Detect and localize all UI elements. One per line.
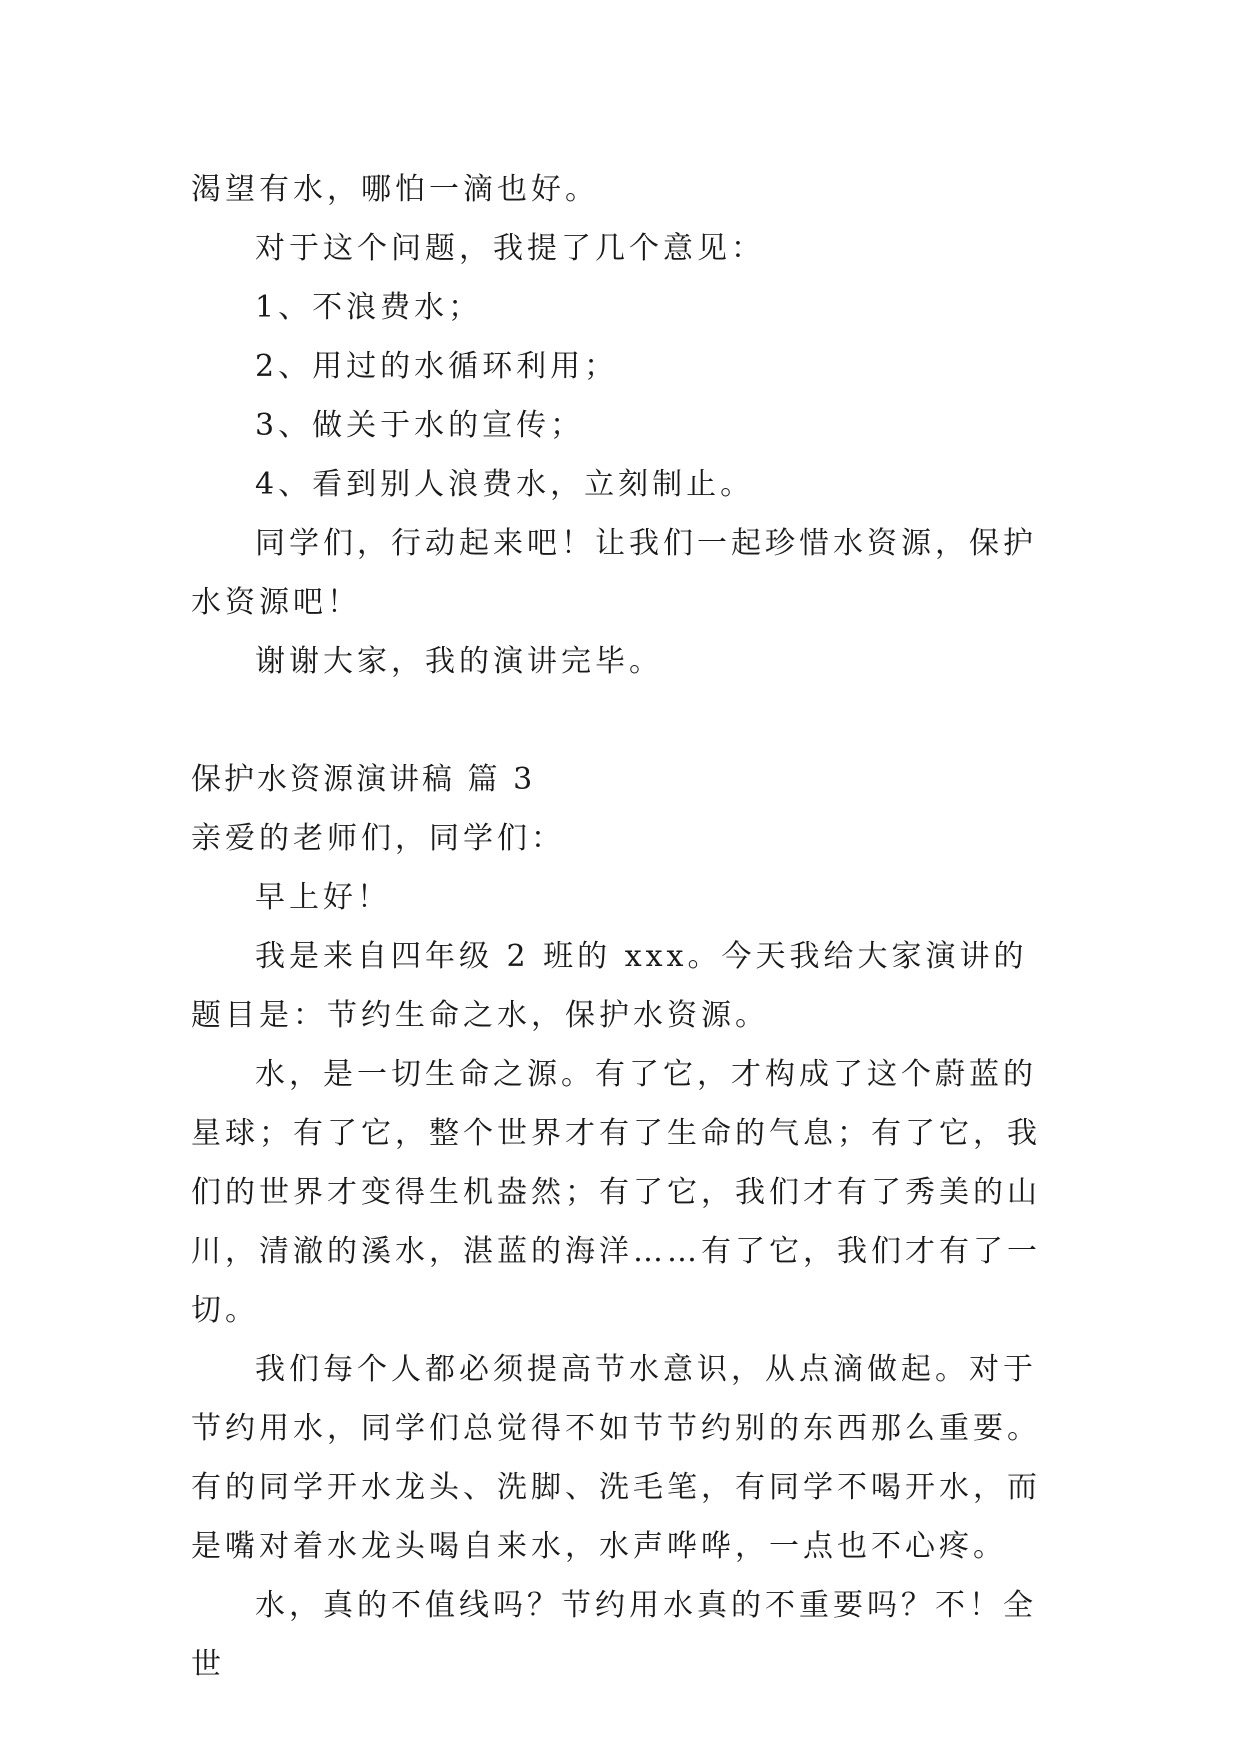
body-paragraph: 早上好！ xyxy=(255,880,391,915)
continued-paragraph: 对于这个问题，我提了几个意见： xyxy=(255,231,765,266)
continued-paragraph: 渴望有水，哪怕一滴也好。 xyxy=(191,172,599,207)
body-paragraph: 我是来自四年级 2 班的 xxx。今天我给大家演讲的题目是：节约生命之水，保护水资源。 xyxy=(191,939,1028,1033)
body-paragraph: 水，是一切生命之源。有了它，才构成了这个蔚蓝的星球；有了它，整个世界才有了生命的气息；有了它，我们的世界才变得生机盎然；有了它，我们才有了秀美的山川，清澈的溪水，湛蓝的海洋……有了它，我们才有了一切。 xyxy=(191,1057,1041,1328)
salutation: 亲爱的老师们，同学们： xyxy=(191,821,565,856)
section-gap xyxy=(191,691,1051,750)
suggestion-item: 2、用过的水循环利用； xyxy=(255,349,619,384)
body-paragraph: 水，真的不值线吗？节约用水真的不重要吗？不！全世 xyxy=(191,1588,1037,1682)
suggestion-item: 1、不浪费水； xyxy=(255,290,483,325)
continued-paragraph: 同学们，行动起来吧！让我们一起珍惜水资源，保护水资源吧！ xyxy=(191,526,1037,620)
body-paragraph: 我们每个人都必须提高节水意识，从点滴做起。对于节约用水，同学们总觉得不如节节约别的东西那么重要。有的同学开水龙头、洗脚、洗毛笔，有同学不喝开水，而是嘴对着水龙头喝自来水，水声哗哗，一点也不心疼。 xyxy=(191,1352,1041,1564)
suggestion-item: 4、看到别人浪费水，立刻制止。 xyxy=(255,467,755,502)
section-title: 保护水资源演讲稿 篇 3 xyxy=(191,762,536,797)
closing-line: 谢谢大家，我的演讲完毕。 xyxy=(255,644,663,679)
suggestion-item: 3、做关于水的宣传； xyxy=(255,408,585,443)
document-body xyxy=(191,160,1051,1694)
